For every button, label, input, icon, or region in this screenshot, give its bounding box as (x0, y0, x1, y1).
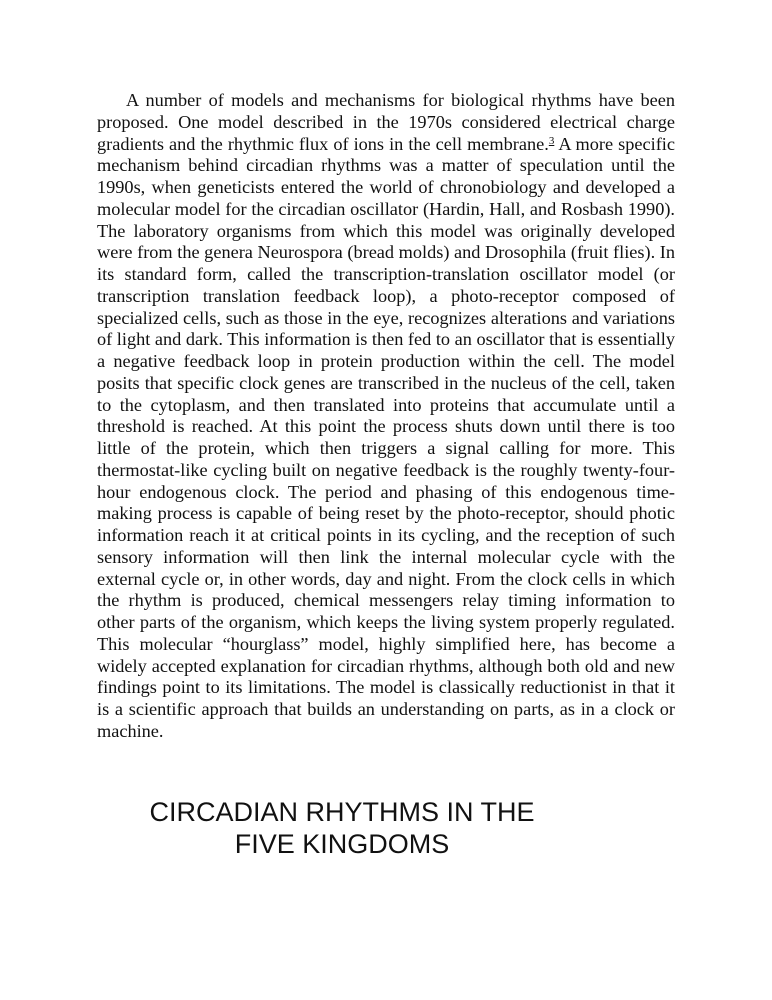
body-paragraph (97, 90, 675, 743)
paragraph-text-after-footnote: A more specific mechanism behind circadian rhythms was a matter of speculation until the 1990s, when geneticists entered the world of chronobiology and developed a molecular model for the circadian oscillator (Hardin, Hall, and Rosbash 1990). The laboratory organisms from which this model was originally developed were from the genera Neurospora (bread molds) and Drosophila (fruit flies). In its standard form, called the transcription-translation oscillator model (or transcription translation feedback loop), a photo-receptor composed of specialized cells, such as those in the eye, recognizes alterations and variations of light and dark. This information is then fed to an oscillator that is essentially a negative feedback loop in protein production within the cell. The model posits that specific clock genes are transcribed in the nucleus of the cell, taken to the cytoplasm, and then translated into proteins that accumulate until a threshold is reached. At this point the process shuts down until there is too little of the protein, which then triggers a signal calling for more. This thermostat-like cycling built on negative feedback is the roughly twenty-four-hour endogenous clock. The period and phasing of this endogenous time-making process is capable of being reset by the photo-receptor, should photic information reach it at critical points in its cycling, and the reception of such sensory information will then link the internal molecular cycle with the external cycle or, in other words, day and night. From the clock cells in which the rhythm is produced, chemical messengers relay timing information to other parts of the organism, which keeps the living system properly regulated. This molecular “hourglass” model, highly simplified here, has become a widely accepted explanation for circadian rhythms, although both old and new findings point to its limitations. The model is classically reductionist in that it is a scientific approach that builds an understanding on parts, as in a clock or machine. (97, 133, 675, 741)
section-heading (97, 796, 587, 860)
section-heading-line-2: FIVE KINGDOMS (234, 829, 450, 859)
paragraph-text-before-footnote: A number of models and mechanisms for biological rhythms have been proposed. One model described in the 1970s considered electrical charge gradients and the rhythmic flux of ions in the cell membrane. (97, 90, 675, 154)
footnote-link[interactable]: 3 (548, 134, 555, 147)
section-heading-line-1: CIRCADIAN RHYTHMS IN THE (149, 797, 535, 827)
